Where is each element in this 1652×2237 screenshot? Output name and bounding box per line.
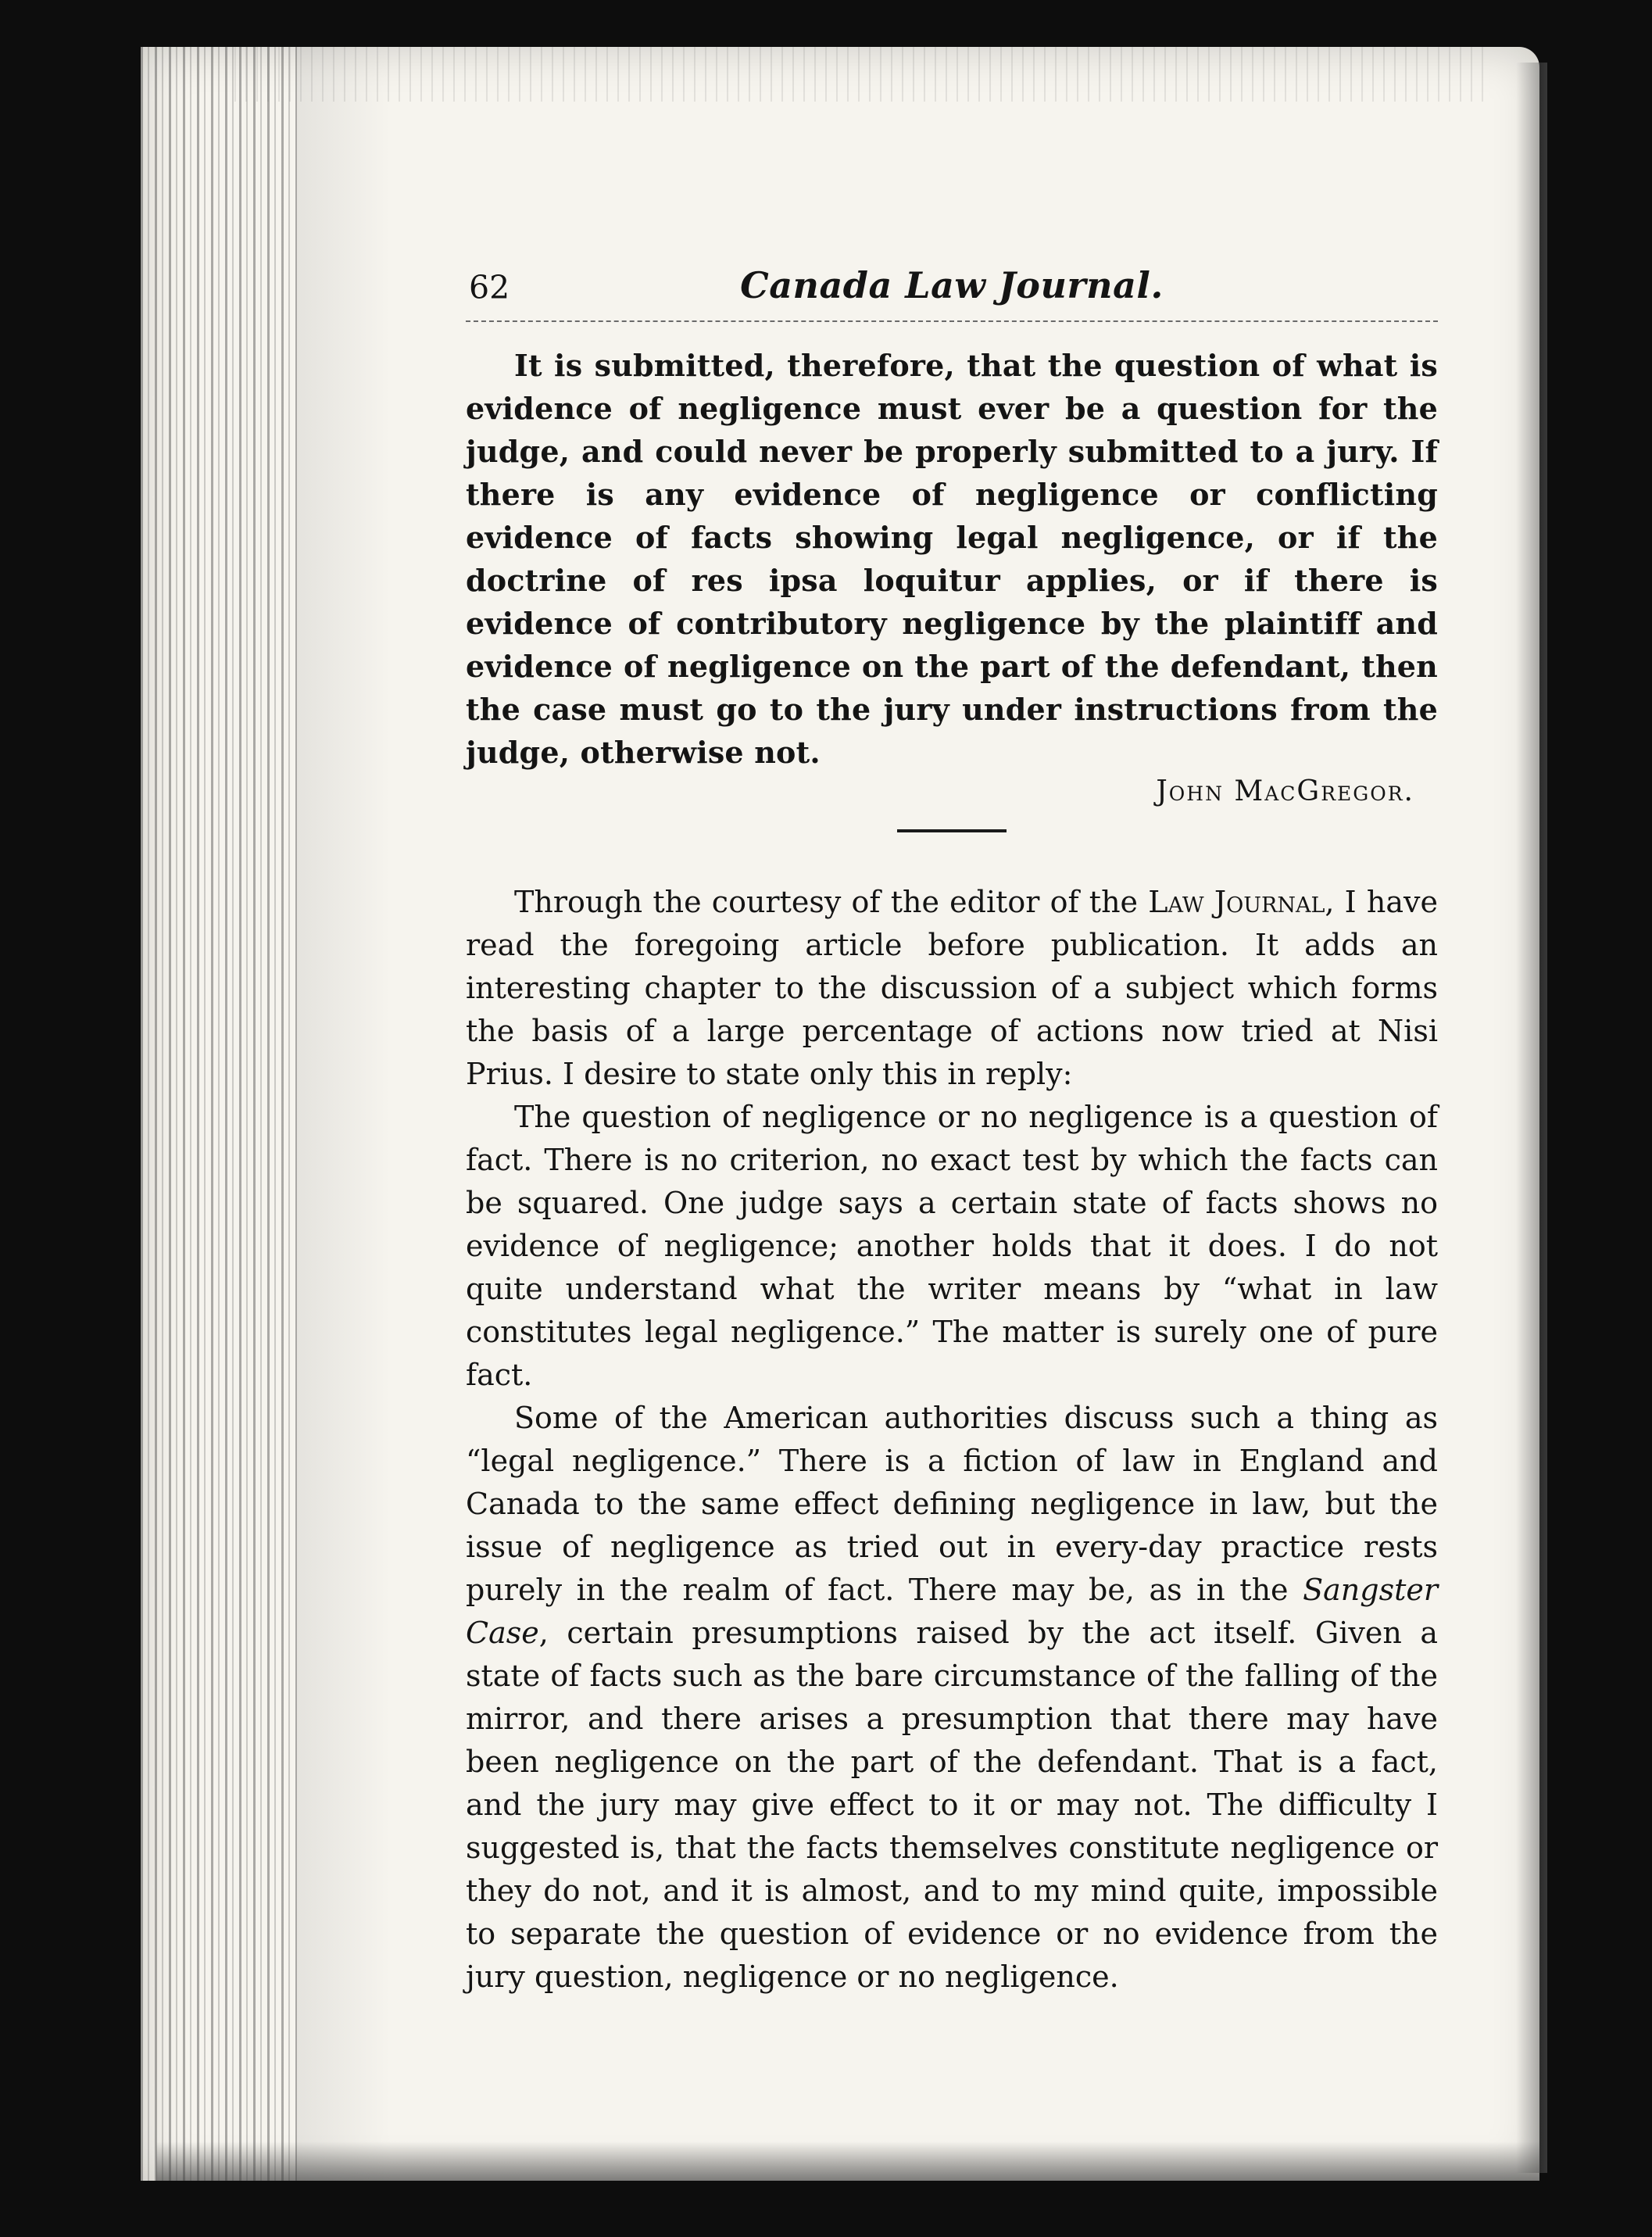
section-divider [897, 829, 1007, 832]
reply-paragraph-2: The question of negligence or no negligence is a question of fact. There is no criterion, no exact test by which the facts can be squared. One judge says a certain state of facts shows no evidence of negligence; another holds that it does. I do not quite understand what the writer means by “what in law constitutes legal negligence.” The matter is surely one of pure fact. [466, 1100, 1438, 1392]
reply-p1-journal-name: Law Journal [1148, 885, 1325, 919]
reply-p3-text-b: , certain presumptions raised by the act itself. Given a state of facts such as the bare circumstance of the falling of the mirror, and there arises a presumption that there may have been negligence on the part of the defendant. That is a fact, and the jury may give effect to it or may not. The difficulty I suggested is, that the facts themselves constitute negligence or they do not, and it is almost, and to my mind quite, impossible to separate the question of evidence or no evidence from the jury question, negligence or no negligence. [466, 1616, 1438, 1994]
bottom-edge-shadow [156, 2142, 1539, 2181]
reply-paragraph-3 [466, 1397, 1438, 1999]
page-text-block [466, 264, 1438, 1999]
binding-gutter-shadow [141, 47, 297, 2181]
journal-title: Canada Law Journal. [740, 264, 1164, 306]
top-edge-noise [234, 47, 1485, 102]
page-number: 62 [469, 269, 510, 306]
reply-paragraph-1 [466, 881, 1438, 1096]
reply-p3-case-name: Sangster Case [466, 1573, 1438, 1650]
reply-p1-text-b: , I have read the foregoing article before publication. It adds an interesting chapter to the discussion of a subject which forms the basis of a large percentage of actions now tried at Nisi Prius. I desire to state only this in reply: [466, 885, 1438, 1091]
article-closing-paragraph: It is submitted, therefore, that the question of what is evidence of negligence must ever be a question for the judge, and could never be properly submitted to a jury. If there is any evidence of negligence or conflicting evidence of facts showing legal negligence, or if the doctrine of res ipsa loquitur applies, or if there is evidence of contributory negligence by the plaintiff and evidence of negligence on the part of the defendant, then the case must go to the jury under instructions from the judge, otherwise not. [466, 348, 1438, 770]
running-head [466, 264, 1438, 322]
gutter-fade [297, 47, 391, 2181]
author-signature: John MacGregor. [1156, 775, 1414, 807]
reply-p1-text-a: Through the courtesy of the editor of the [514, 885, 1149, 919]
reply-p3-text-a: Some of the American authorities discuss such a thing as “legal negligence.” There is a fiction of law in England and Canada to the same effect defining negligence in law, but the issue of negligence as tried out in every-day practice rests purely in the realm of fact. There may be, as in the [466, 1401, 1438, 1607]
right-edge-shadow [1516, 63, 1547, 2173]
